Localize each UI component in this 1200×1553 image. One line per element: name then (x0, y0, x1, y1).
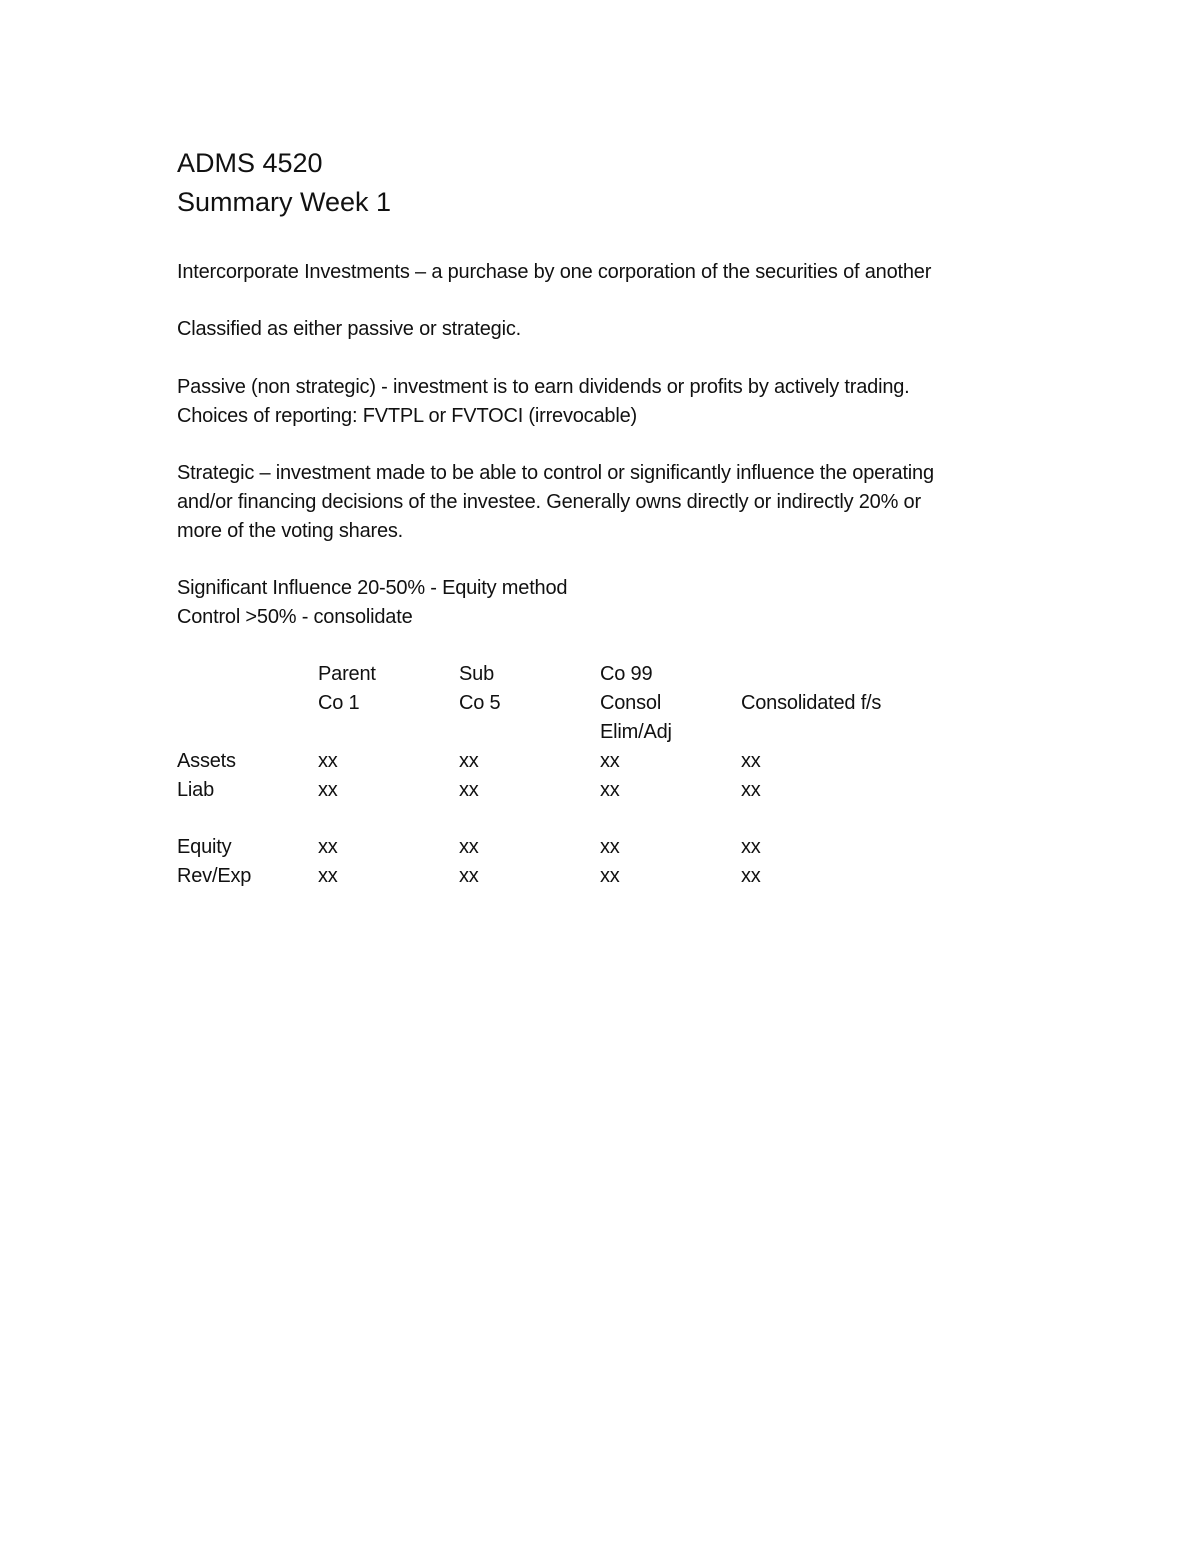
paragraph-strategic-line-1: Strategic – investment made to be able to control or significantly influence the operating (177, 462, 934, 484)
table-cell: xx (318, 779, 338, 801)
table-cell: xx (741, 750, 761, 772)
table-cell: xx (318, 836, 338, 858)
table-cell: xx (318, 865, 338, 887)
table-row-label-equity: Equity (177, 836, 232, 858)
paragraph-strategic-line-2: and/or financing decisions of the investee. Generally owns directly or indirectly 20% or (177, 491, 921, 513)
table-row-label-assets: Assets (177, 750, 236, 772)
paragraph-strategic-line-3: more of the voting shares. (177, 520, 404, 542)
table-cell: xx (459, 865, 479, 887)
table-cell: xx (741, 865, 761, 887)
paragraph-control: Control >50% - consolidate (177, 606, 413, 628)
paragraph-intercorporate: Intercorporate Investments – a purchase by one corporation of the securities of another (177, 261, 932, 283)
table-cell: xx (459, 750, 479, 772)
table-header-sub-line-1: Sub (459, 663, 494, 685)
table-cell: xx (459, 836, 479, 858)
table-header-consol-line-1: Co 99 (600, 663, 653, 685)
table-cell: xx (318, 750, 338, 772)
document-title: ADMS 4520 (177, 148, 323, 178)
table-cell: xx (741, 836, 761, 858)
table-header-parent-line-1: Parent (318, 663, 376, 685)
table-row-label-rev-exp: Rev/Exp (177, 865, 252, 887)
table-header-consol-line-2: Consol (600, 692, 662, 714)
table-header-sub-line-2: Co 5 (459, 692, 501, 714)
table-cell: xx (741, 779, 761, 801)
table-cell: xx (600, 779, 620, 801)
table-row-label-liab: Liab (177, 779, 215, 801)
table-cell: xx (600, 865, 620, 887)
table-cell: xx (600, 750, 620, 772)
table-header-consol-line-3: Elim/Adj (600, 721, 672, 743)
table-header-parent-line-2: Co 1 (318, 692, 360, 714)
table-cell: xx (600, 836, 620, 858)
paragraph-significant-influence: Significant Influence 20-50% - Equity method (177, 577, 568, 599)
document-subtitle: Summary Week 1 (177, 187, 392, 217)
paragraph-passive-line-2: Choices of reporting: FVTPL or FVTOCI (irrevocable) (177, 405, 637, 427)
paragraph-passive-line-1: Passive (non strategic) - investment is to earn dividends or profits by actively trading. (177, 376, 910, 398)
table-header-consolidated: Consolidated f/s (741, 692, 882, 714)
table-cell: xx (459, 779, 479, 801)
paragraph-classified: Classified as either passive or strategic. (177, 318, 521, 340)
